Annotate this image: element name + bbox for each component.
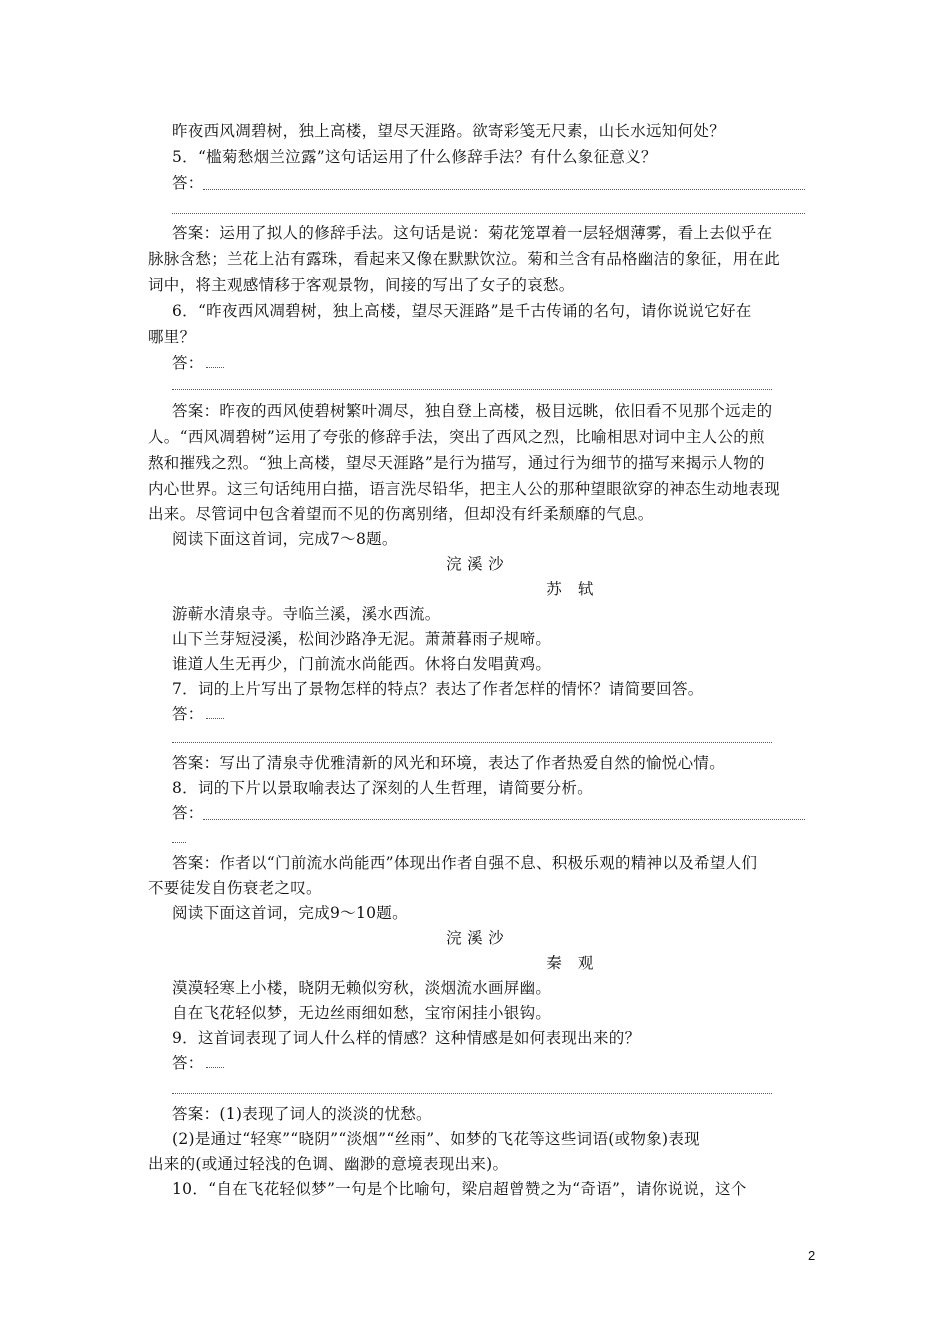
answer-blank-line — [172, 742, 772, 743]
answer-text: 内心世界。这三句话纯用白描，语言洗尽铅华，把主人公的那种望眼欲穿的神态生动地表现 — [148, 480, 781, 498]
answer-text: 答案：昨夜的西风使碧树繁叶凋尽，独自登上高楼，极目远眺，依旧看不见那个远走的 — [172, 402, 773, 420]
answer-blank-line — [172, 842, 186, 843]
answer-text: 出来的(或通过轻浅的色调、幽渺的意境表现出来)。 — [148, 1155, 509, 1173]
answer-blank-line — [172, 1093, 772, 1094]
answer-text: 答案：运用了拟人的修辞手法。这句话是说：菊花笼罩着一层轻烟薄雾，看上去似乎在 — [172, 224, 773, 242]
page-number: 2 — [808, 1248, 816, 1263]
question-6: 6．“昨夜西风凋碧树，独上高楼，望尽天涯路”是千古传诵的名句，请你说说它好在 — [172, 302, 752, 320]
answer-label: 答： — [172, 804, 204, 822]
poem-line: 昨夜西风凋碧树，独上高楼，望尽天涯路。欲寄彩笺无尺素，山长水远知何处？ — [172, 122, 726, 140]
reading-instruction: 阅读下面这首词，完成9～10题。 — [172, 904, 408, 922]
answer-text: 人。“西风凋碧树”运用了夸张的修辞手法，突出了西风之烈，比喻相思对词中主人公的煎 — [148, 428, 765, 446]
answer-text: 不要徒发自伤衰老之叹。 — [148, 879, 322, 897]
question-5: 5．“槛菊愁烟兰泣露”这句话运用了什么修辞手法？有什么象征意义？ — [172, 148, 657, 166]
answer-text: 答案：(1)表现了词人的淡淡的忧愁。 — [172, 1105, 432, 1123]
question-10: 10．“自在飞花轻似梦”一句是个比喻句，梁启超曾赞之为“奇语”，请你说说，这个 — [172, 1180, 747, 1198]
poem-author: 秦 观 — [546, 954, 594, 972]
answer-text: 脉脉含愁；兰花上沾有露珠，看起来又像在默默饮泣。菊和兰含有品格幽洁的象征，用在此 — [148, 250, 781, 268]
answer-text: (2)是通过“轻寒”“晓阴”“淡烟”“丝雨”、如梦的飞花等这些词语(或物象)表现 — [172, 1130, 700, 1148]
answer-text: 词中，将主观感情移于客观景物，间接的写出了女子的哀愁。 — [148, 276, 575, 294]
question-6-cont: 哪里？ — [148, 328, 196, 346]
answer-label: 答： — [172, 703, 820, 725]
reading-instruction: 阅读下面这首词，完成7～8题。 — [172, 530, 398, 548]
poem-line: 谁道人生无再少，门前流水尚能西。休将白发唱黄鸡。 — [172, 655, 552, 673]
answer-label: 答： — [172, 174, 204, 192]
poem-line: 山下兰芽短浸溪，松间沙路净无泥。萧萧暮雨子规啼。 — [172, 630, 552, 648]
poem-title: 浣 溪 沙 — [446, 929, 504, 947]
poem-line: 漠漠轻寒上小楼，晓阴无赖似穷秋，淡烟流水画屏幽。 — [172, 979, 552, 997]
poem-author: 苏 轼 — [546, 580, 594, 598]
answer-blank-line — [203, 819, 805, 820]
answer-text: 答案：写出了清泉寺优雅清新的风光和环境，表达了作者热爱自然的愉悦心情。 — [172, 754, 726, 772]
poem-title: 浣 溪 沙 — [446, 555, 504, 573]
answer-label: 答： — [172, 1052, 820, 1074]
question-9: 9．这首词表现了词人什么样的情感？这种情感是如何表现出来的？ — [172, 1029, 641, 1047]
answer-blank-line — [203, 189, 805, 190]
answer-blank-line — [172, 213, 805, 214]
answer-text: 出来。尽管词中包含着望而不见的伤离别绪，但却没有纤柔颓靡的气息。 — [148, 505, 654, 523]
answer-blank-line — [172, 389, 772, 390]
question-7: 7．词的上片写出了景物怎样的特点？表达了作者怎样的情怀？请简要回答。 — [172, 680, 704, 698]
answer-text: 熬和摧残之烈。“独上高楼，望尽天涯路”是行为描写，通过行为细节的描写来揭示人物的 — [148, 454, 765, 472]
answer-label: 答： — [172, 352, 820, 374]
poem-line: 自在飞花轻似梦，无边丝雨细如愁，宝帘闲挂小银钩。 — [172, 1004, 552, 1022]
answer-text: 答案：作者以“门前流水尚能西”体现出作者自强不息、积极乐观的精神以及希望人们 — [172, 854, 758, 872]
poem-line: 游蕲水清泉寺。寺临兰溪，溪水西流。 — [172, 605, 441, 623]
question-8: 8．词的下片以景取喻表达了深刻的人生哲理，请简要分析。 — [172, 779, 593, 797]
